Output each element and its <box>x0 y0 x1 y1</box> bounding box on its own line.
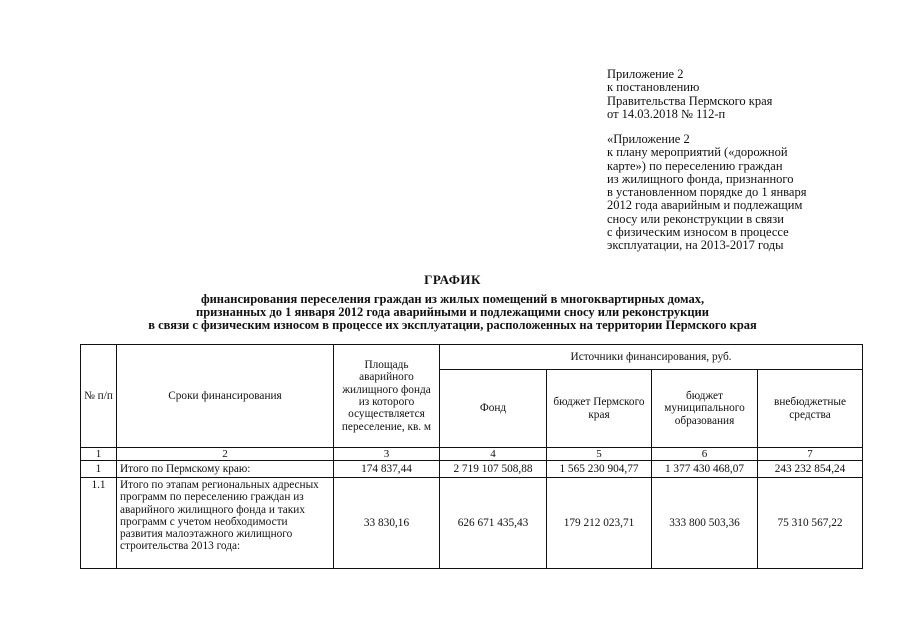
quoted-appendix-line: к плану мероприятий («дорожной <box>607 145 788 160</box>
row-fund: 626 671 435,43 <box>440 478 547 569</box>
header-extrabudgetary: внебюджетные средства <box>758 370 863 448</box>
quoted-appendix-reference <box>607 133 867 253</box>
quoted-appendix-line: с физическим износом в процессе <box>607 225 789 240</box>
table-row <box>81 461 863 478</box>
column-number: 1 <box>81 448 117 461</box>
row-fund: 2 719 107 508,88 <box>440 461 547 478</box>
header-number: № п/п <box>81 345 117 448</box>
quoted-appendix-line: в установленном порядке до 1 января <box>607 185 807 200</box>
row-period: Итого по Пермскому краю: <box>117 461 334 478</box>
quoted-appendix-line: эксплуатации, на 2013-2017 годы <box>607 238 784 253</box>
row-number: 1.1 <box>81 478 117 569</box>
row-regional-budget: 1 565 230 904,77 <box>547 461 652 478</box>
quoted-appendix-line: 2012 года аварийным и подлежащим <box>607 198 803 213</box>
appendix-line: к постановлению <box>607 80 700 95</box>
table-row <box>81 478 863 569</box>
header-regional-budget: бюджет Пермского края <box>547 370 652 448</box>
header-municipal-budget: бюджет муниципального образования <box>652 370 758 448</box>
header-area: Площадь аварийного жилищного фонда из которого осуществляется переселение, кв. м <box>334 345 440 448</box>
appendix-line: Приложение 2 <box>607 67 684 81</box>
column-number: 6 <box>652 448 758 461</box>
row-municipal-budget: 333 800 503,36 <box>652 478 758 569</box>
financing-schedule-table <box>80 344 863 569</box>
document-title: ГРАФИК <box>424 272 481 287</box>
quoted-appendix-line: из жилищного фонда, признанного <box>607 171 794 186</box>
appendix-line: от 14.03.2018 № 112-п <box>607 106 726 121</box>
header-sources: Источники финансирования, руб. <box>440 345 863 370</box>
header-fund: Фонд <box>440 370 547 448</box>
row-extrabudgetary: 243 232 854,24 <box>758 461 863 478</box>
document-subtitle-line: признанных до 1 января 2012 года аварийными и подлежащими сносу или реконструкции <box>196 305 709 319</box>
appendix-reference <box>607 68 867 121</box>
column-number: 5 <box>547 448 652 461</box>
column-number: 7 <box>758 448 863 461</box>
document-subtitle-line: в связи с физическим износом в процессе их эксплуатации, расположенных на территории Пермского края <box>148 318 757 332</box>
column-number: 2 <box>117 448 334 461</box>
column-number: 3 <box>334 448 440 461</box>
row-area: 33 830,16 <box>334 478 440 569</box>
column-number: 4 <box>440 448 547 461</box>
row-municipal-budget: 1 377 430 468,07 <box>652 461 758 478</box>
row-number: 1 <box>81 461 117 478</box>
row-area: 174 837,44 <box>334 461 440 478</box>
row-extrabudgetary: 75 310 567,22 <box>758 478 863 569</box>
row-regional-budget: 179 212 023,71 <box>547 478 652 569</box>
quoted-appendix-line: сносу или реконструкции в связи <box>607 211 784 226</box>
column-number-row <box>81 448 863 461</box>
row-period: Итого по этапам региональных адресных программ по переселению граждан из аварийного жилищного фонда и таких программ с учетом необходимости развития малоэтажного жилищного строительства 2013 года: <box>117 478 334 569</box>
header-period: Сроки финансирования <box>117 345 334 448</box>
appendix-line: Правительства Пермского края <box>607 93 773 108</box>
quoted-appendix-line: карте») по переселению граждан <box>607 158 783 173</box>
quoted-appendix-line: «Приложение 2 <box>607 132 690 146</box>
document-subtitle-line: финансирования переселения граждан из жилых помещений в многоквартирных домах, <box>200 292 705 306</box>
